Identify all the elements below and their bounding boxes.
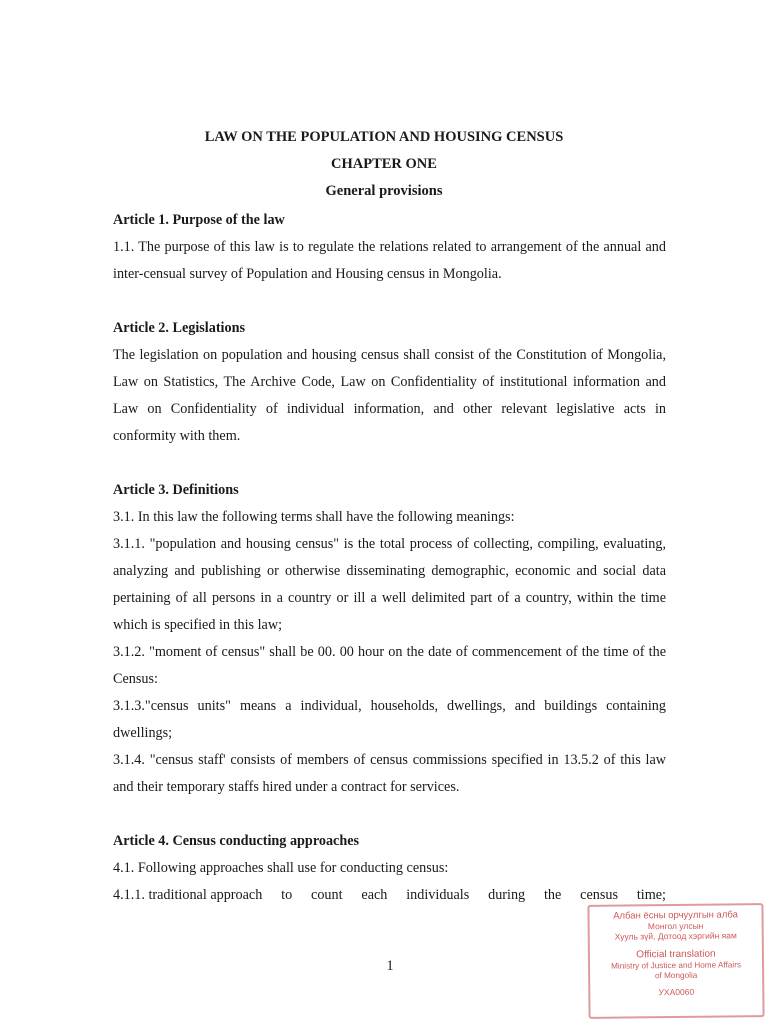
article-1-heading: Article 1. Purpose of the law xyxy=(113,212,285,228)
chapter-heading: CHAPTER ONE xyxy=(331,156,437,172)
page-number: 1 xyxy=(386,958,394,974)
article-3-paragraph-2: 3.1.1. "population and housing census" is the total process of collecting, compiling, evaluating, analyzing and publishing or otherwise disseminating demographic, economic and social data pertaining of all persons in a country or ill a well delimited part of a country, within the time which is specified in this law; xyxy=(113,536,666,633)
article-3-paragraph-3: 3.1.2. "moment of census" shall be 00. 00 hour on the date of commencement of the time of the Census: xyxy=(113,644,666,687)
article-2-paragraph: The legislation on population and housing census shall consist of the Constitution of Mongolia, Law on Statistics, The Archive Code, Law on Confidentiality of institutional information and Law on Confidentiality of individual information, and other relevant legislative acts in conformity with them. xyxy=(113,347,666,444)
stamp-line-4: Official translation xyxy=(636,948,716,961)
stamp-line-7: УХА0060 xyxy=(658,986,695,998)
stamp-line-1: Албан ёсны орчуулгын алба xyxy=(613,909,738,922)
stamp-line-2: Монгол улсын xyxy=(647,920,704,932)
article-2-heading: Article 2. Legislations xyxy=(113,320,246,336)
stamp-line-3: Хууль зүй, Дотоод хэргийн яам xyxy=(614,930,737,942)
article-3-paragraph-4: 3.1.3."census units" means a individual, households, dwellings, and buildings containing dwellings; xyxy=(113,698,666,741)
official-translation-stamp xyxy=(587,903,764,1019)
article-4-paragraph-2: 4.1.1. traditional approach to count each individuals during the census time; xyxy=(113,887,666,903)
article-4-heading: Article 4. Census conducting approaches xyxy=(113,833,360,849)
article-3-paragraph-1: 3.1. In this law the following terms shall have the following meanings: xyxy=(113,509,515,525)
document-body xyxy=(113,207,666,909)
article-3-heading: Article 3. Definitions xyxy=(113,482,239,498)
article-4-paragraph-1: 4.1. Following approaches shall use for conducting census: xyxy=(113,860,449,876)
stamp-line-6: of Mongolia xyxy=(654,970,698,981)
law-title: LAW ON THE POPULATION AND HOUSING CENSUS xyxy=(204,129,564,145)
stamp-line-5: Ministry of Justice and Home Affairs xyxy=(611,960,742,971)
article-3-paragraph-5: 3.1.4. "census staff' consists of members of census commissions specified in 13.5.2 of this law and their temporary staffs hired under a contract for services. xyxy=(113,752,666,795)
article-1-paragraph: 1.1. The purpose of this law is to regulate the relations related to arrangement of the annual and inter-censual survey of Population and Housing census in Mongolia. xyxy=(113,239,666,282)
section-heading: General provisions xyxy=(325,183,443,199)
